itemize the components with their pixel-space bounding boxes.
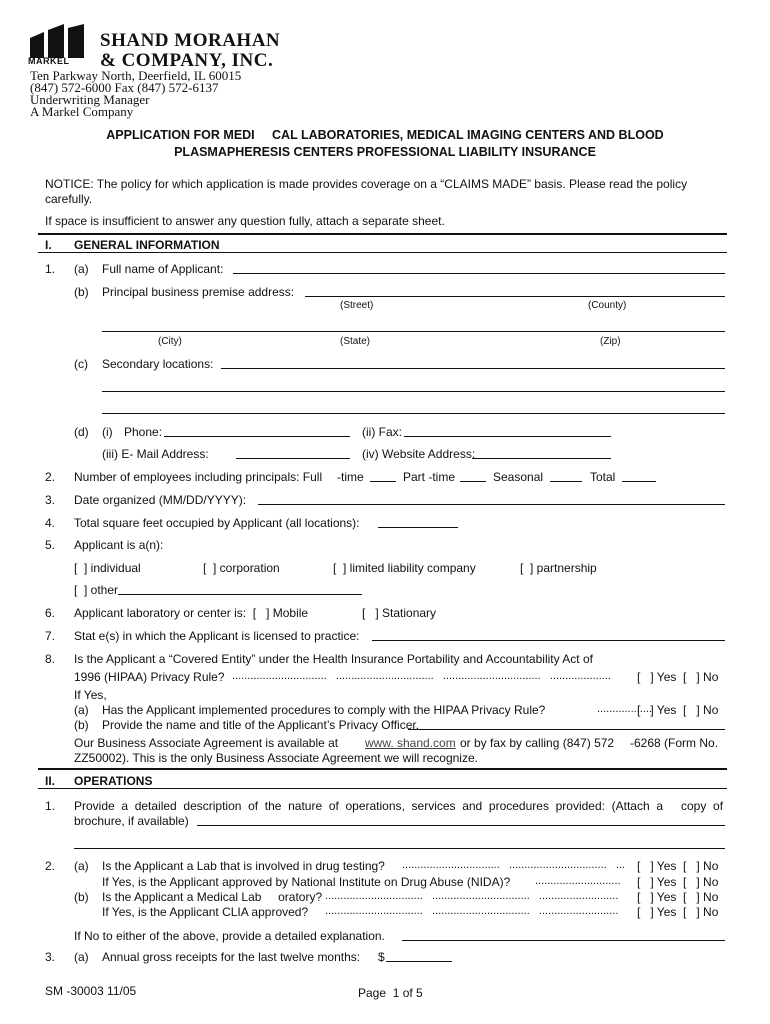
state-caption: (State) bbox=[340, 336, 371, 347]
q8a-text: Has the Applicant implemented procedures to comply with the HIPAA Privacy Rule? bbox=[102, 703, 546, 717]
other-field[interactable] bbox=[118, 594, 362, 595]
s2q3a-label: (a) bbox=[74, 950, 89, 964]
q5-number: 5. bbox=[45, 538, 56, 552]
section2-top-rule bbox=[38, 768, 727, 770]
q8a-dots: .................. bbox=[597, 703, 653, 715]
square-feet-field[interactable] bbox=[378, 527, 458, 528]
q8-number: 8. bbox=[45, 652, 56, 666]
q8a-label: (a) bbox=[74, 703, 89, 717]
q2-text: Number of employees including principals: Full bbox=[74, 470, 323, 484]
secondary-locations-field-1[interactable] bbox=[221, 368, 725, 369]
stationary-checkbox[interactable]: [ ] Stationary bbox=[362, 606, 437, 620]
q2-number: 2. bbox=[45, 470, 56, 484]
q8a-yes-no[interactable]: [ ] Yes [ ] No bbox=[637, 703, 719, 717]
form-title-line1: APPLICATION FOR MEDI CAL LABORATORIES, MEDICAL IMAGING CENTERS AND BLOOD bbox=[106, 128, 664, 142]
q1b-label: (b) bbox=[74, 285, 89, 299]
q1d-i-label: (i) bbox=[102, 425, 113, 439]
email-label: (iii) E- Mail Address: bbox=[102, 447, 209, 461]
section1-title: GENERAL INFORMATION bbox=[74, 238, 220, 252]
gross-receipts-field[interactable] bbox=[386, 961, 452, 962]
q1a-text: Full name of Applicant: bbox=[102, 262, 224, 276]
phone-label: Phone: bbox=[124, 425, 163, 439]
q1-number: 1. bbox=[45, 262, 56, 276]
website-label: (iv) Website Address: bbox=[362, 447, 476, 461]
form-title-line2: PLASMAPHERESIS CENTERS PROFESSIONAL LIABILITY INSURANCE bbox=[174, 145, 596, 159]
s2q2a2-text: If Yes, is the Applicant approved by National Institute on Drug Abuse (NIDA)? bbox=[102, 875, 511, 889]
explanation-field[interactable] bbox=[402, 940, 725, 941]
fulltime-field[interactable] bbox=[370, 481, 396, 482]
s2q1-text-line1: Provide a detailed description of the nature of operations, services and procedures provided: (Attach a bbox=[74, 799, 663, 813]
q1b-text: Principal business premise address: bbox=[102, 285, 295, 299]
secondary-locations-field-2[interactable] bbox=[102, 391, 725, 392]
section2-number: II. bbox=[45, 774, 56, 788]
s2q2a2-dots: ............................ bbox=[535, 875, 621, 887]
llc-checkbox[interactable]: [ ] limited liability company bbox=[333, 561, 476, 575]
section1-bottom-rule bbox=[38, 252, 727, 253]
secondary-locations-field-3[interactable] bbox=[102, 413, 725, 414]
q8b-text: Provide the name and title of the Applicant’s Privacy Officer. bbox=[102, 718, 420, 732]
s2q2b-yes-no[interactable]: [ ] Yes [ ] No bbox=[637, 890, 719, 904]
s2q2a-text: Is the Applicant a Lab that is involved in drug testing? bbox=[102, 859, 385, 873]
baa-line2: ZZ50002). This is the only Business Associate Agreement we will recognize. bbox=[74, 751, 478, 765]
q1a-label: (a) bbox=[74, 262, 89, 276]
section2-bottom-rule bbox=[38, 788, 727, 789]
form-number: SM -30003 11/05 bbox=[45, 984, 137, 998]
q5-text: Applicant is a(n): bbox=[74, 538, 164, 552]
q8-if-yes: If Yes, bbox=[74, 688, 107, 702]
section1-top-rule bbox=[38, 233, 727, 235]
q4-number: 4. bbox=[45, 516, 56, 530]
s2q3a-text: Annual gross receipts for the last twelve months: bbox=[102, 950, 361, 964]
street-caption: (Street) bbox=[340, 300, 374, 311]
date-organized-field[interactable] bbox=[258, 504, 725, 505]
s2q3-number: 3. bbox=[45, 950, 56, 964]
q6-number: 6. bbox=[45, 606, 56, 620]
city-state-zip-field[interactable] bbox=[102, 331, 725, 332]
markel-logo bbox=[28, 24, 88, 68]
company-address: Ten Parkway North, Deerfield, IL 60015 bbox=[30, 68, 242, 83]
privacy-officer-field[interactable] bbox=[408, 729, 725, 730]
total-field[interactable] bbox=[622, 481, 656, 482]
q2-total: Total bbox=[590, 470, 616, 484]
company-role: Underwriting Manager bbox=[30, 92, 150, 107]
street-county-field[interactable] bbox=[305, 296, 725, 297]
q8-text-line1: Is the Applicant a “Covered Entity” under the Health Insurance Portability and Accountability Act of bbox=[74, 652, 593, 666]
city-caption: (City) bbox=[158, 336, 182, 347]
email-field[interactable] bbox=[236, 458, 350, 459]
q4-text: Total square feet occupied by Applicant (all locations): bbox=[74, 516, 360, 530]
licensed-states-field[interactable] bbox=[372, 640, 725, 641]
baa-text3: -6268 (Form No. bbox=[630, 736, 719, 750]
q2-part: Part -time bbox=[403, 470, 456, 484]
q7-text: Stat e(s) in which the Applicant is licensed to practice: bbox=[74, 629, 360, 643]
website-field[interactable] bbox=[472, 458, 611, 459]
s2q1-number: 1. bbox=[45, 799, 56, 813]
page-number: Page 1 of 5 bbox=[358, 986, 423, 1000]
applicant-name-field[interactable] bbox=[233, 273, 725, 274]
s2q3-dollar: $ bbox=[378, 950, 385, 964]
company-name-line2: & COMPANY, INC. bbox=[100, 50, 274, 71]
baa-text2: or by fax by calling (847) 572 bbox=[460, 736, 615, 750]
markel-brand-text: MARKEL bbox=[28, 56, 70, 66]
s2q2b-text: Is the Applicant a Medical Lab oratory? bbox=[102, 890, 323, 904]
phone-field[interactable] bbox=[164, 436, 350, 437]
s2q2a-label: (a) bbox=[74, 859, 89, 873]
q2-time: -time bbox=[337, 470, 364, 484]
company-phone-fax: (847) 572-6000 Fax (847) 572-6137 bbox=[30, 80, 219, 95]
s2q1-copy-of: copy of bbox=[681, 799, 724, 813]
parttime-field[interactable] bbox=[460, 481, 486, 482]
q1c-text: Secondary locations: bbox=[102, 357, 214, 371]
baa-website-link[interactable]: www. shand.com bbox=[365, 736, 456, 750]
q2-seasonal: Seasonal bbox=[493, 470, 544, 484]
s2q2a-dots: ................................ ................................ ... bbox=[402, 859, 626, 871]
s2q2b2-dots: ................................ ................................ .......................... bbox=[325, 905, 619, 917]
s2q2a2-yes-no[interactable]: [ ] Yes [ ] No bbox=[637, 875, 719, 889]
section1-number: I. bbox=[45, 238, 52, 252]
corporation-checkbox[interactable]: [ ] corporation bbox=[203, 561, 280, 575]
operations-description-field-2[interactable] bbox=[74, 848, 725, 849]
q1c-label: (c) bbox=[74, 357, 88, 371]
q3-text: Date organized (MM/DD/YYYY): bbox=[74, 493, 247, 507]
s2q2b2-yes-no[interactable]: [ ] Yes [ ] No bbox=[637, 905, 719, 919]
notice-line1: NOTICE: The policy for which application is made provides coverage on a “CLAIMS MADE” basis. Please read the policy bbox=[45, 177, 688, 191]
baa-text: Our Business Associate Agreement is available at bbox=[74, 736, 339, 750]
q7-number: 7. bbox=[45, 629, 56, 643]
q8b-label: (b) bbox=[74, 718, 89, 732]
individual-checkbox[interactable]: [ ] individual bbox=[74, 561, 141, 575]
fax-field[interactable] bbox=[404, 436, 611, 437]
zip-caption: (Zip) bbox=[600, 336, 621, 347]
s2q2b-label: (b) bbox=[74, 890, 89, 904]
s2q1-text-line2: brochure, if available) bbox=[74, 814, 189, 828]
company-name-line1: SHAND MORAHAN bbox=[100, 30, 281, 51]
partnership-checkbox[interactable]: [ ] partnership bbox=[520, 561, 597, 575]
s2q2b2-text: If Yes, is the Applicant CLIA approved? bbox=[102, 905, 309, 919]
notice-line2: carefully. bbox=[45, 192, 93, 206]
county-caption: (County) bbox=[588, 300, 627, 311]
space-note: If space is insufficient to answer any question fully, attach a separate sheet. bbox=[45, 214, 445, 228]
q8-dots: ............................... ................................ ................................ .................... bbox=[232, 670, 611, 682]
q6-text[interactable]: Applicant laboratory or center is: [ ] Mobile bbox=[74, 606, 309, 620]
q1d-label: (d) bbox=[74, 425, 89, 439]
s2q2-explain: If No to either of the above, provide a detailed explanation. bbox=[74, 929, 385, 943]
operations-description-field-1[interactable] bbox=[197, 825, 725, 826]
s2q2b-dots: ................................ ................................ .......................... bbox=[325, 890, 619, 902]
q3-number: 3. bbox=[45, 493, 56, 507]
fax-label: (ii) Fax: bbox=[362, 425, 402, 439]
section2-title: OPERATIONS bbox=[74, 774, 153, 788]
s2q2-number: 2. bbox=[45, 859, 56, 873]
company-affiliation: A Markel Company bbox=[30, 104, 134, 119]
q8-yes-no[interactable]: [ ] Yes [ ] No bbox=[637, 670, 719, 684]
s2q2a-yes-no[interactable]: [ ] Yes [ ] No bbox=[637, 859, 719, 873]
q8-text-line2: 1996 (HIPAA) Privacy Rule? bbox=[74, 670, 225, 684]
other-checkbox[interactable]: [ ] other bbox=[74, 583, 119, 597]
seasonal-field[interactable] bbox=[550, 481, 582, 482]
